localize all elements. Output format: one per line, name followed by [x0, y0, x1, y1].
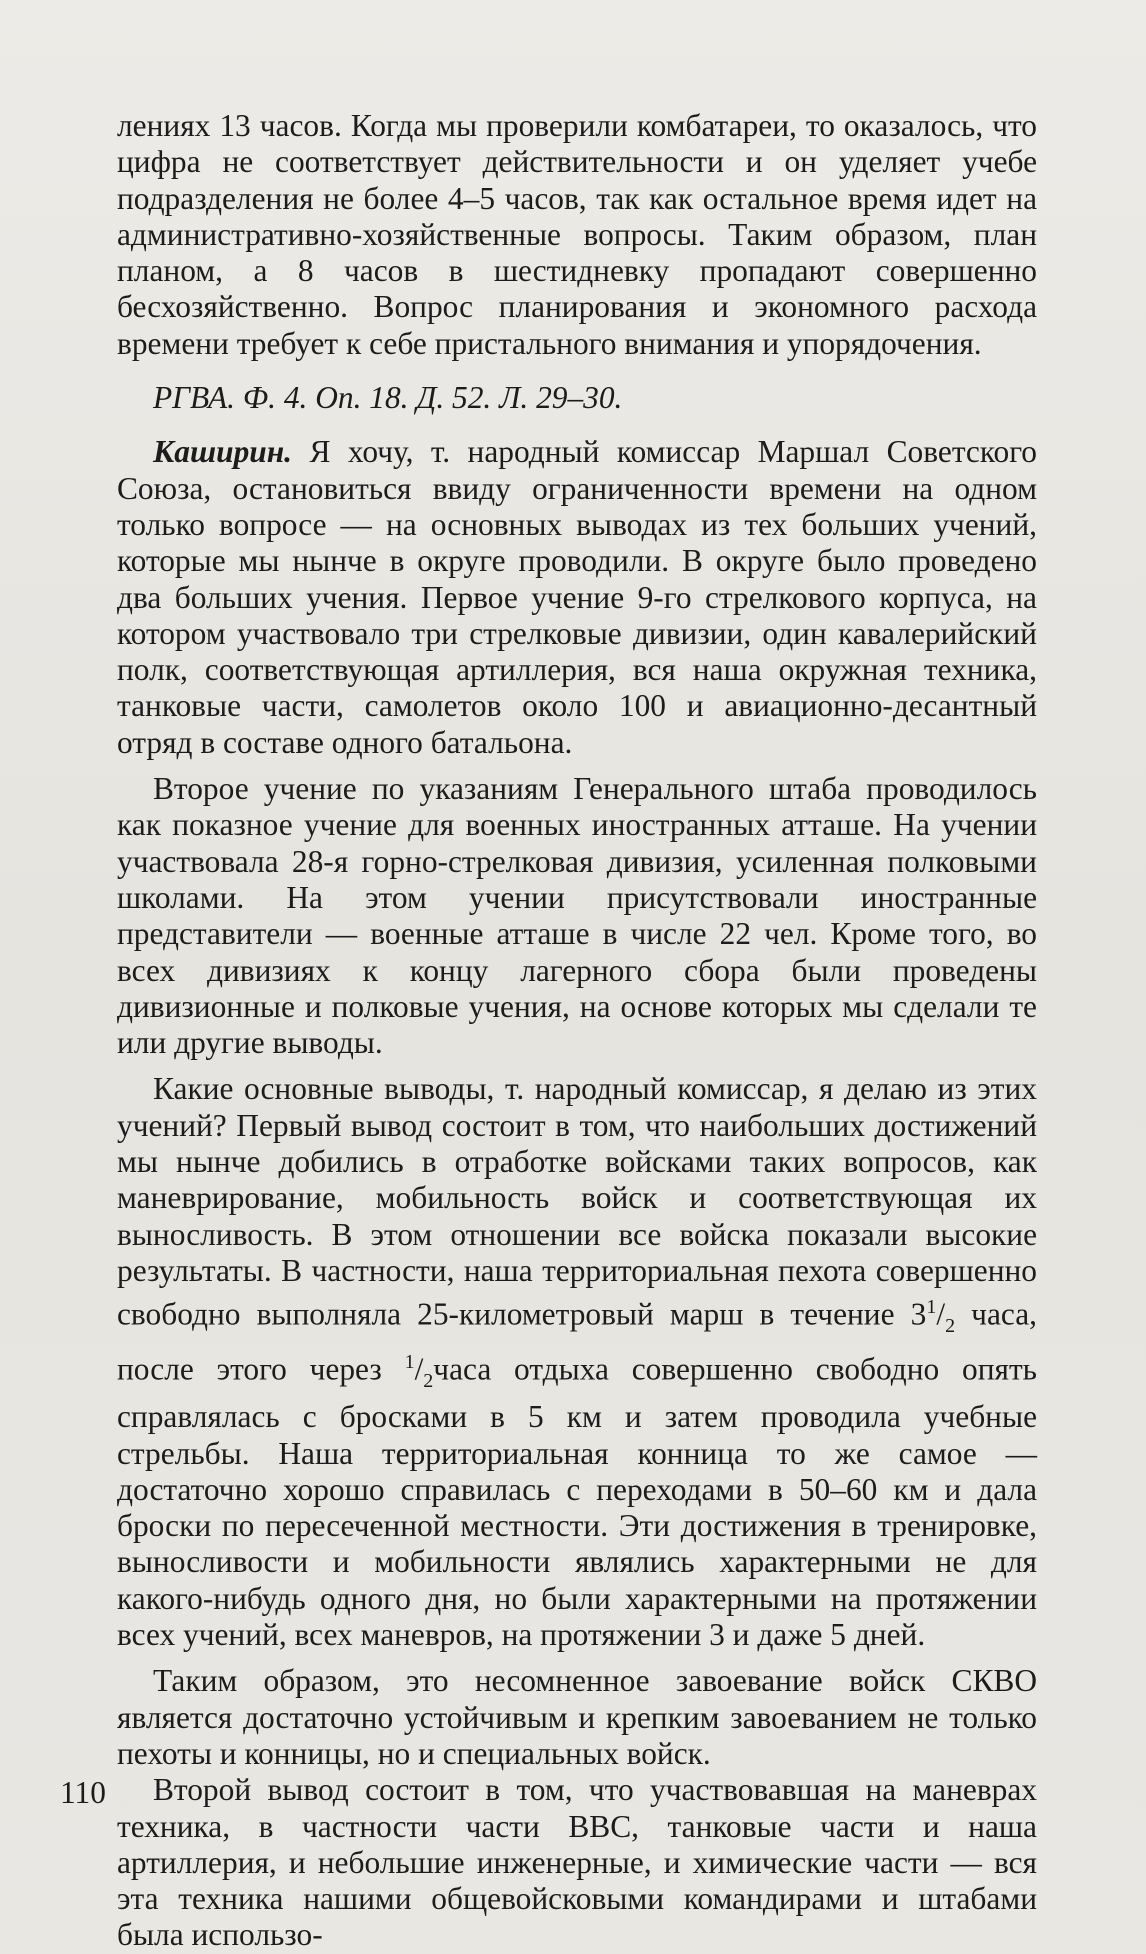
archive-reference: РГВА. Ф. 4. Оп. 18. Д. 52. Л. 29–30.	[153, 380, 623, 416]
speech-paragraph-4: Таким образом, это несомненное завоевание войск СКВО является достаточно устойчивым и крепким завоеванием не только пехоты и конницы, но и специальных войск.	[117, 1663, 1037, 1771]
speech-paragraph-5: Второй вывод состоит в том, что участвовавшая на маневрах техника, в частности части ВВС, танковые части и наша артиллерия, и небольшие инженерные, и химические части — вся эта техника нашими общевойсковыми командирами и штабами была использо-	[117, 1772, 1037, 1953]
fraction-1-numerator: 1	[926, 1296, 937, 1319]
speech-paragraph-1-text: Я хочу, т. народный комиссар Маршал Советского Союза, остановиться ввиду ограниченности времени на одном только вопросе — на основных выводах из тех больших учений, которые мы нынче в округе проводили. В округе было проведено два больших учения. Первое учение 9-го стрелкового корпуса, на котором участвовало три стрелковые дивизии, один кавалерийский полк, соответствующая артиллерия, вся наша окружная техника, танковые части, самолетов около 100 и авиационно-десантный отряд в составе одного батальона.	[117, 434, 1037, 760]
fraction-2-denominator: 2	[423, 1370, 434, 1392]
paragraph-continuation: лениях 13 часов. Когда мы проверили комбатареи, то оказалось, что цифра не соответствует действительности и он уделяет учебе подразделения не более 4–5 часов, так как остальное время идет на административно-хозяйственные вопросы. Таким образом, план планом, а 8 часов в шестидневку пропадают совершенно бесхозяйственно. Вопрос планирования и экономного расхода времени требует к себе пристального внимания и упорядочения.	[117, 108, 1037, 361]
fraction-1-denominator: 2	[945, 1314, 956, 1337]
speech-paragraph-3-part-b: часа, после этого через	[117, 1296, 1038, 1387]
speech-paragraph-3-part-c: часа отдыха совершенно свободно опять справлялась с бросками в 5 км и затем проводила учебные стрельбы. Наша территориальная конница то же самое — достаточно хорошо справилась с переходами в 50–60 км и дала броски по пересеченной местности. Эти достижения в тренировке, выносливости и мобильности являлись характерными не для какого-нибудь одного дня, но были характерными на протяжении всех учений, всех маневров, на протяжении 3 и даже 5 дней.	[117, 1351, 1037, 1653]
page-number: 110	[60, 1775, 106, 1810]
fraction-2-numerator: 1	[404, 1351, 415, 1374]
speech-paragraph-2: Второе учение по указаниям Генерального штаба проводилось как показное учение для военных иностранных атташе. На учении участвовала 28-я горно-стрелковая дивизия, усиленная полковыми школами. На этом учении присутствовали иностранные представители — военные атташе в числе 22 чел. Кроме того, во всех дивизиях к концу лагерного сбора были проведены дивизионные и полковые учения, на основе которых мы сделали те или другие выводы.	[117, 771, 1037, 1061]
speech-paragraph-3: Какие основные выводы, т. народный комиссар, я делаю из этих учений? Первый вывод состоит в том, что наибольших достижений мы нынче добились в отработке войсками таких вопросов, как маневрирование, мобильность войск и соответствующая их выносливость. В этом отношении все войска показали высокие результаты. В частности, наша территориальная пехота совершенно свободно выполняла 25-километровый марш в течение $3^1/_2$ часа, после этого через $^1/_2часа$ отдыха совершенно свободно опять справлялась с бросками в 5 км и затем проводила учебные стрельбы. Наша территориальная конница то же самое — достаточно хорошо справилась с переходами в 50–60 км и дала броски по пересеченной местности. Эти достижения в тренировке, выносливости и мобильности являлись характерными не для какого-нибудь одного дня, но были характерными на протяжении всех учений, всех маневров, на протяжении 3 и даже 5 дней.	[117, 1071, 1038, 1653]
speaker-name: Каширин.	[153, 434, 293, 470]
speech-paragraph-3-part-a: Какие основные выводы, т. народный комиссар, я делаю из этих учений? Первый вывод состоит в том, что наибольших достижений мы нынче добились в отработке войсками таких вопросов, как маневрирование, мобильность войск и соответствующая их выносливость. В этом отношении все войска показали высокие результаты. В частности, наша территориальная пехота совершенно свободно выполняла 25-километровый марш в течение 3	[117, 1071, 1037, 1332]
page-body-text	[117, 108, 1037, 1954]
speech-paragraph-1	[117, 434, 1037, 761]
